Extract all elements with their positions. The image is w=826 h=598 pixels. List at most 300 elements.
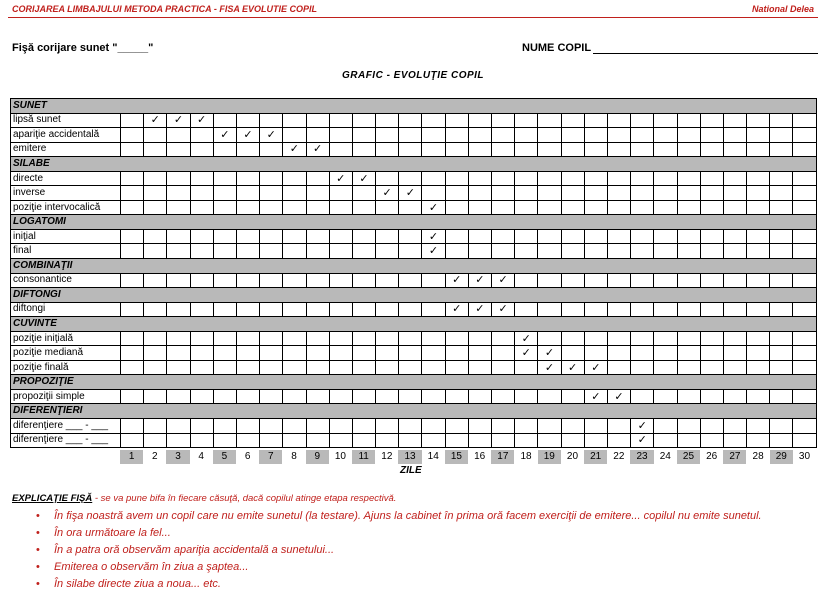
grid-cell[interactable] bbox=[631, 360, 654, 375]
check-mark[interactable]: ✓ bbox=[492, 273, 515, 288]
grid-cell[interactable] bbox=[167, 186, 190, 201]
grid-cell[interactable] bbox=[492, 419, 515, 434]
grid-cell[interactable] bbox=[445, 186, 468, 201]
grid-cell[interactable] bbox=[376, 331, 399, 346]
grid-cell[interactable] bbox=[631, 229, 654, 244]
grid-cell[interactable] bbox=[190, 389, 213, 404]
grid-cell[interactable] bbox=[677, 229, 700, 244]
check-mark[interactable]: ✓ bbox=[167, 113, 190, 128]
grid-cell[interactable] bbox=[561, 229, 584, 244]
grid-cell[interactable] bbox=[306, 360, 329, 375]
grid-cell[interactable] bbox=[677, 273, 700, 288]
grid-cell[interactable] bbox=[747, 186, 770, 201]
grid-cell[interactable] bbox=[492, 360, 515, 375]
grid-cell[interactable] bbox=[561, 171, 584, 186]
grid-cell[interactable] bbox=[167, 360, 190, 375]
check-mark[interactable]: ✓ bbox=[306, 142, 329, 157]
grid-cell[interactable] bbox=[607, 171, 630, 186]
grid-cell[interactable] bbox=[584, 331, 607, 346]
grid-cell[interactable] bbox=[561, 346, 584, 361]
grid-cell[interactable] bbox=[538, 244, 561, 259]
grid-cell[interactable] bbox=[352, 433, 375, 448]
grid-cell[interactable] bbox=[492, 229, 515, 244]
check-mark[interactable]: ✓ bbox=[144, 113, 167, 128]
grid-cell[interactable] bbox=[121, 331, 144, 346]
grid-cell[interactable] bbox=[561, 331, 584, 346]
grid-cell[interactable] bbox=[770, 142, 793, 157]
grid-cell[interactable] bbox=[561, 186, 584, 201]
grid-cell[interactable] bbox=[584, 113, 607, 128]
grid-cell[interactable] bbox=[329, 331, 352, 346]
grid-cell[interactable] bbox=[723, 346, 746, 361]
grid-cell[interactable] bbox=[167, 433, 190, 448]
grid-cell[interactable] bbox=[677, 360, 700, 375]
grid-cell[interactable] bbox=[492, 186, 515, 201]
grid-cell[interactable] bbox=[213, 113, 236, 128]
grid-cell[interactable] bbox=[677, 419, 700, 434]
grid-cell[interactable] bbox=[352, 128, 375, 143]
grid-cell[interactable] bbox=[121, 200, 144, 215]
grid-cell[interactable] bbox=[654, 186, 677, 201]
grid-cell[interactable] bbox=[770, 273, 793, 288]
grid-cell[interactable] bbox=[793, 302, 816, 317]
grid-cell[interactable] bbox=[422, 419, 445, 434]
grid-cell[interactable] bbox=[260, 113, 283, 128]
check-mark[interactable]: ✓ bbox=[561, 360, 584, 375]
grid-cell[interactable] bbox=[260, 346, 283, 361]
grid-cell[interactable] bbox=[144, 128, 167, 143]
grid-cell[interactable] bbox=[190, 433, 213, 448]
grid-cell[interactable] bbox=[283, 244, 306, 259]
grid-cell[interactable] bbox=[468, 229, 491, 244]
check-mark[interactable]: ✓ bbox=[190, 113, 213, 128]
check-mark[interactable]: ✓ bbox=[515, 346, 538, 361]
grid-cell[interactable] bbox=[329, 419, 352, 434]
grid-cell[interactable] bbox=[631, 273, 654, 288]
grid-cell[interactable] bbox=[631, 171, 654, 186]
grid-cell[interactable] bbox=[260, 229, 283, 244]
grid-cell[interactable] bbox=[584, 128, 607, 143]
check-mark[interactable]: ✓ bbox=[631, 419, 654, 434]
grid-cell[interactable] bbox=[236, 360, 259, 375]
grid-cell[interactable] bbox=[607, 346, 630, 361]
grid-cell[interactable] bbox=[607, 244, 630, 259]
check-mark[interactable]: ✓ bbox=[445, 273, 468, 288]
grid-cell[interactable] bbox=[376, 128, 399, 143]
grid-cell[interactable] bbox=[584, 171, 607, 186]
grid-cell[interactable] bbox=[515, 419, 538, 434]
grid-cell[interactable] bbox=[236, 113, 259, 128]
grid-cell[interactable] bbox=[445, 113, 468, 128]
grid-cell[interactable] bbox=[468, 142, 491, 157]
grid-cell[interactable] bbox=[376, 244, 399, 259]
grid-cell[interactable] bbox=[260, 171, 283, 186]
grid-cell[interactable] bbox=[747, 128, 770, 143]
grid-cell[interactable] bbox=[213, 302, 236, 317]
grid-cell[interactable] bbox=[538, 128, 561, 143]
grid-cell[interactable] bbox=[190, 346, 213, 361]
grid-cell[interactable] bbox=[677, 302, 700, 317]
grid-cell[interactable] bbox=[607, 433, 630, 448]
grid-cell[interactable] bbox=[793, 229, 816, 244]
grid-cell[interactable] bbox=[515, 171, 538, 186]
grid-cell[interactable] bbox=[283, 331, 306, 346]
grid-cell[interactable] bbox=[747, 419, 770, 434]
grid-cell[interactable] bbox=[607, 186, 630, 201]
grid-cell[interactable] bbox=[607, 331, 630, 346]
grid-cell[interactable] bbox=[793, 113, 816, 128]
check-mark[interactable]: ✓ bbox=[445, 302, 468, 317]
grid-cell[interactable] bbox=[654, 273, 677, 288]
grid-cell[interactable] bbox=[236, 171, 259, 186]
grid-cell[interactable] bbox=[121, 186, 144, 201]
check-mark[interactable]: ✓ bbox=[422, 200, 445, 215]
grid-cell[interactable] bbox=[700, 331, 723, 346]
grid-cell[interactable] bbox=[561, 128, 584, 143]
check-mark[interactable]: ✓ bbox=[236, 128, 259, 143]
grid-cell[interactable] bbox=[677, 389, 700, 404]
grid-cell[interactable] bbox=[584, 244, 607, 259]
grid-cell[interactable] bbox=[236, 331, 259, 346]
grid-cell[interactable] bbox=[793, 360, 816, 375]
grid-cell[interactable] bbox=[445, 244, 468, 259]
grid-cell[interactable] bbox=[329, 433, 352, 448]
grid-cell[interactable] bbox=[584, 200, 607, 215]
child-name-blank[interactable] bbox=[593, 42, 818, 54]
grid-cell[interactable] bbox=[283, 171, 306, 186]
grid-cell[interactable] bbox=[283, 360, 306, 375]
grid-cell[interactable] bbox=[190, 419, 213, 434]
grid-cell[interactable] bbox=[631, 186, 654, 201]
grid-cell[interactable] bbox=[376, 273, 399, 288]
grid-cell[interactable] bbox=[121, 128, 144, 143]
grid-cell[interactable] bbox=[654, 346, 677, 361]
grid-cell[interactable] bbox=[306, 186, 329, 201]
grid-cell[interactable] bbox=[770, 113, 793, 128]
grid-cell[interactable] bbox=[538, 142, 561, 157]
grid-cell[interactable] bbox=[260, 360, 283, 375]
grid-cell[interactable] bbox=[770, 229, 793, 244]
grid-cell[interactable] bbox=[631, 331, 654, 346]
grid-cell[interactable] bbox=[700, 200, 723, 215]
grid-cell[interactable] bbox=[329, 273, 352, 288]
grid-cell[interactable] bbox=[747, 389, 770, 404]
grid-cell[interactable] bbox=[770, 331, 793, 346]
grid-cell[interactable] bbox=[492, 113, 515, 128]
grid-cell[interactable] bbox=[260, 419, 283, 434]
grid-cell[interactable] bbox=[700, 419, 723, 434]
grid-cell[interactable] bbox=[770, 244, 793, 259]
grid-cell[interactable] bbox=[283, 113, 306, 128]
grid-cell[interactable] bbox=[677, 433, 700, 448]
grid-cell[interactable] bbox=[399, 171, 422, 186]
grid-cell[interactable] bbox=[352, 331, 375, 346]
grid-cell[interactable] bbox=[236, 273, 259, 288]
grid-cell[interactable] bbox=[561, 142, 584, 157]
grid-cell[interactable] bbox=[329, 244, 352, 259]
grid-cell[interactable] bbox=[376, 200, 399, 215]
grid-cell[interactable] bbox=[213, 346, 236, 361]
grid-cell[interactable] bbox=[422, 273, 445, 288]
grid-cell[interactable] bbox=[770, 200, 793, 215]
grid-cell[interactable] bbox=[445, 433, 468, 448]
grid-cell[interactable] bbox=[723, 113, 746, 128]
grid-cell[interactable] bbox=[121, 419, 144, 434]
grid-cell[interactable] bbox=[538, 229, 561, 244]
grid-cell[interactable] bbox=[422, 433, 445, 448]
grid-cell[interactable] bbox=[747, 171, 770, 186]
grid-cell[interactable] bbox=[213, 360, 236, 375]
grid-cell[interactable] bbox=[283, 302, 306, 317]
grid-cell[interactable] bbox=[793, 142, 816, 157]
grid-cell[interactable] bbox=[654, 360, 677, 375]
grid-cell[interactable] bbox=[677, 128, 700, 143]
grid-cell[interactable] bbox=[607, 419, 630, 434]
grid-cell[interactable] bbox=[190, 128, 213, 143]
grid-cell[interactable] bbox=[352, 186, 375, 201]
grid-cell[interactable] bbox=[492, 171, 515, 186]
check-mark[interactable]: ✓ bbox=[422, 229, 445, 244]
grid-cell[interactable] bbox=[468, 186, 491, 201]
grid-cell[interactable] bbox=[422, 128, 445, 143]
grid-cell[interactable] bbox=[352, 273, 375, 288]
grid-cell[interactable] bbox=[654, 331, 677, 346]
grid-cell[interactable] bbox=[167, 128, 190, 143]
grid-cell[interactable] bbox=[515, 200, 538, 215]
grid-cell[interactable] bbox=[747, 229, 770, 244]
grid-cell[interactable] bbox=[190, 171, 213, 186]
grid-cell[interactable] bbox=[770, 419, 793, 434]
grid-cell[interactable] bbox=[770, 389, 793, 404]
grid-cell[interactable] bbox=[445, 229, 468, 244]
grid-cell[interactable] bbox=[352, 302, 375, 317]
grid-cell[interactable] bbox=[445, 142, 468, 157]
grid-cell[interactable] bbox=[584, 186, 607, 201]
grid-cell[interactable] bbox=[399, 331, 422, 346]
grid-cell[interactable] bbox=[144, 419, 167, 434]
grid-cell[interactable] bbox=[492, 200, 515, 215]
grid-cell[interactable] bbox=[167, 389, 190, 404]
grid-cell[interactable] bbox=[770, 360, 793, 375]
grid-cell[interactable] bbox=[515, 113, 538, 128]
grid-cell[interactable] bbox=[631, 244, 654, 259]
grid-cell[interactable] bbox=[723, 433, 746, 448]
grid-cell[interactable] bbox=[121, 113, 144, 128]
grid-cell[interactable] bbox=[306, 346, 329, 361]
grid-cell[interactable] bbox=[260, 200, 283, 215]
check-mark[interactable]: ✓ bbox=[492, 302, 515, 317]
grid-cell[interactable] bbox=[167, 142, 190, 157]
grid-cell[interactable] bbox=[213, 244, 236, 259]
grid-cell[interactable] bbox=[213, 389, 236, 404]
grid-cell[interactable] bbox=[283, 389, 306, 404]
grid-cell[interactable] bbox=[561, 433, 584, 448]
grid-cell[interactable] bbox=[631, 113, 654, 128]
grid-cell[interactable] bbox=[306, 200, 329, 215]
grid-cell[interactable] bbox=[468, 200, 491, 215]
grid-cell[interactable] bbox=[190, 302, 213, 317]
grid-cell[interactable] bbox=[631, 200, 654, 215]
grid-cell[interactable] bbox=[561, 200, 584, 215]
grid-cell[interactable] bbox=[144, 142, 167, 157]
grid-cell[interactable] bbox=[468, 419, 491, 434]
grid-cell[interactable] bbox=[747, 200, 770, 215]
grid-cell[interactable] bbox=[561, 389, 584, 404]
grid-cell[interactable] bbox=[399, 229, 422, 244]
grid-cell[interactable] bbox=[793, 346, 816, 361]
grid-cell[interactable] bbox=[538, 113, 561, 128]
grid-cell[interactable] bbox=[515, 186, 538, 201]
grid-cell[interactable] bbox=[352, 419, 375, 434]
grid-cell[interactable] bbox=[561, 273, 584, 288]
grid-cell[interactable] bbox=[167, 346, 190, 361]
grid-cell[interactable] bbox=[260, 302, 283, 317]
grid-cell[interactable] bbox=[236, 302, 259, 317]
grid-cell[interactable] bbox=[329, 389, 352, 404]
grid-cell[interactable] bbox=[700, 113, 723, 128]
grid-cell[interactable] bbox=[144, 433, 167, 448]
check-mark[interactable]: ✓ bbox=[283, 142, 306, 157]
check-mark[interactable]: ✓ bbox=[515, 331, 538, 346]
check-mark[interactable]: ✓ bbox=[422, 244, 445, 259]
grid-cell[interactable] bbox=[422, 331, 445, 346]
grid-cell[interactable] bbox=[306, 389, 329, 404]
grid-cell[interactable] bbox=[376, 142, 399, 157]
check-mark[interactable]: ✓ bbox=[329, 171, 352, 186]
grid-cell[interactable] bbox=[144, 244, 167, 259]
grid-cell[interactable] bbox=[607, 273, 630, 288]
grid-cell[interactable] bbox=[445, 331, 468, 346]
check-mark[interactable]: ✓ bbox=[260, 128, 283, 143]
grid-cell[interactable] bbox=[260, 331, 283, 346]
grid-cell[interactable] bbox=[329, 128, 352, 143]
grid-cell[interactable] bbox=[329, 229, 352, 244]
grid-cell[interactable] bbox=[329, 142, 352, 157]
grid-cell[interactable] bbox=[561, 113, 584, 128]
grid-cell[interactable] bbox=[492, 128, 515, 143]
grid-cell[interactable] bbox=[422, 113, 445, 128]
grid-cell[interactable] bbox=[747, 302, 770, 317]
grid-cell[interactable] bbox=[190, 273, 213, 288]
grid-cell[interactable] bbox=[770, 302, 793, 317]
grid-cell[interactable] bbox=[492, 433, 515, 448]
grid-cell[interactable] bbox=[190, 360, 213, 375]
grid-cell[interactable] bbox=[561, 419, 584, 434]
grid-cell[interactable] bbox=[167, 200, 190, 215]
grid-cell[interactable] bbox=[167, 419, 190, 434]
grid-cell[interactable] bbox=[445, 128, 468, 143]
grid-cell[interactable] bbox=[747, 331, 770, 346]
grid-cell[interactable] bbox=[607, 229, 630, 244]
grid-cell[interactable] bbox=[306, 229, 329, 244]
grid-cell[interactable] bbox=[352, 142, 375, 157]
grid-cell[interactable] bbox=[352, 229, 375, 244]
grid-cell[interactable] bbox=[260, 433, 283, 448]
grid-cell[interactable] bbox=[399, 389, 422, 404]
grid-cell[interactable] bbox=[538, 273, 561, 288]
check-mark[interactable]: ✓ bbox=[376, 186, 399, 201]
check-mark[interactable]: ✓ bbox=[631, 433, 654, 448]
grid-cell[interactable] bbox=[700, 229, 723, 244]
grid-cell[interactable] bbox=[631, 302, 654, 317]
grid-cell[interactable] bbox=[352, 244, 375, 259]
grid-cell[interactable] bbox=[677, 186, 700, 201]
grid-cell[interactable] bbox=[700, 389, 723, 404]
grid-cell[interactable] bbox=[677, 331, 700, 346]
grid-cell[interactable] bbox=[283, 229, 306, 244]
grid-cell[interactable] bbox=[631, 346, 654, 361]
grid-cell[interactable] bbox=[515, 360, 538, 375]
grid-cell[interactable] bbox=[306, 128, 329, 143]
grid-cell[interactable] bbox=[144, 229, 167, 244]
grid-cell[interactable] bbox=[144, 346, 167, 361]
grid-cell[interactable] bbox=[399, 273, 422, 288]
grid-cell[interactable] bbox=[723, 171, 746, 186]
grid-cell[interactable] bbox=[607, 142, 630, 157]
grid-cell[interactable] bbox=[422, 346, 445, 361]
grid-cell[interactable] bbox=[121, 171, 144, 186]
grid-cell[interactable] bbox=[747, 346, 770, 361]
grid-cell[interactable] bbox=[793, 171, 816, 186]
grid-cell[interactable] bbox=[213, 200, 236, 215]
grid-cell[interactable] bbox=[121, 142, 144, 157]
grid-cell[interactable] bbox=[723, 419, 746, 434]
grid-cell[interactable] bbox=[144, 389, 167, 404]
grid-cell[interactable] bbox=[422, 389, 445, 404]
grid-cell[interactable] bbox=[700, 273, 723, 288]
grid-cell[interactable] bbox=[677, 142, 700, 157]
grid-cell[interactable] bbox=[236, 389, 259, 404]
grid-cell[interactable] bbox=[236, 186, 259, 201]
grid-cell[interactable] bbox=[213, 171, 236, 186]
grid-cell[interactable] bbox=[607, 360, 630, 375]
grid-cell[interactable] bbox=[352, 360, 375, 375]
grid-cell[interactable] bbox=[515, 128, 538, 143]
grid-cell[interactable] bbox=[306, 302, 329, 317]
grid-cell[interactable] bbox=[584, 419, 607, 434]
grid-cell[interactable] bbox=[723, 389, 746, 404]
grid-cell[interactable] bbox=[700, 302, 723, 317]
grid-cell[interactable] bbox=[723, 360, 746, 375]
grid-cell[interactable] bbox=[793, 331, 816, 346]
grid-cell[interactable] bbox=[167, 273, 190, 288]
grid-cell[interactable] bbox=[654, 433, 677, 448]
grid-cell[interactable] bbox=[793, 419, 816, 434]
grid-cell[interactable] bbox=[793, 433, 816, 448]
grid-cell[interactable] bbox=[376, 433, 399, 448]
grid-cell[interactable] bbox=[399, 113, 422, 128]
grid-cell[interactable] bbox=[654, 389, 677, 404]
grid-cell[interactable] bbox=[445, 171, 468, 186]
check-mark[interactable]: ✓ bbox=[468, 273, 491, 288]
grid-cell[interactable] bbox=[306, 433, 329, 448]
grid-cell[interactable] bbox=[723, 128, 746, 143]
grid-cell[interactable] bbox=[376, 171, 399, 186]
check-mark[interactable]: ✓ bbox=[213, 128, 236, 143]
grid-cell[interactable] bbox=[376, 419, 399, 434]
grid-cell[interactable] bbox=[167, 171, 190, 186]
grid-cell[interactable] bbox=[723, 273, 746, 288]
grid-cell[interactable] bbox=[723, 186, 746, 201]
grid-cell[interactable] bbox=[399, 128, 422, 143]
grid-cell[interactable] bbox=[121, 360, 144, 375]
grid-cell[interactable] bbox=[515, 389, 538, 404]
grid-cell[interactable] bbox=[121, 244, 144, 259]
grid-cell[interactable] bbox=[213, 186, 236, 201]
grid-cell[interactable] bbox=[329, 200, 352, 215]
grid-cell[interactable] bbox=[144, 200, 167, 215]
grid-cell[interactable] bbox=[747, 142, 770, 157]
